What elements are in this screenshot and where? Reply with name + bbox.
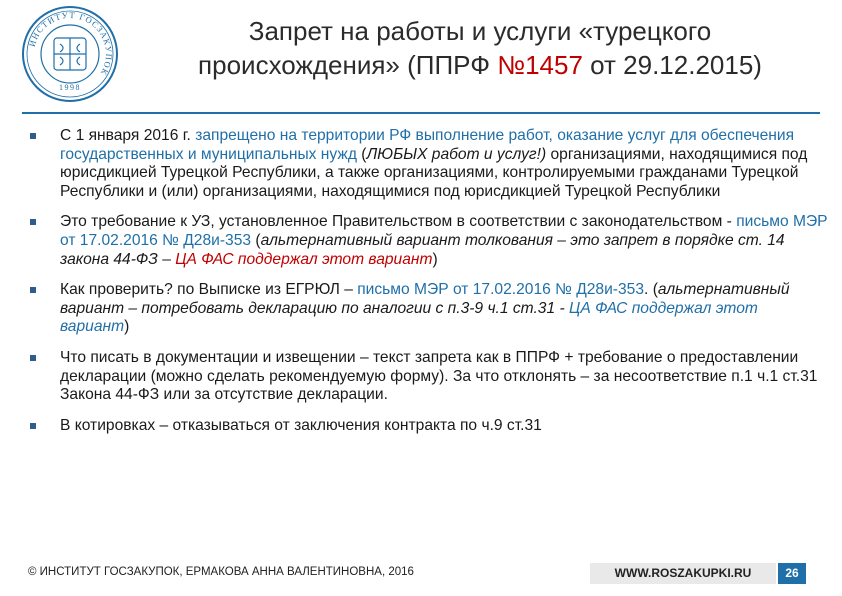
fas-note: ЦА ФАС поддержал этот вариант xyxy=(175,250,433,268)
bullet-text: С 1 января 2016 г. xyxy=(60,127,196,144)
bullet-square-icon xyxy=(30,355,36,361)
title-text-b: от 29.12.2015) xyxy=(582,50,762,80)
bullet-item-5 xyxy=(28,417,828,436)
bullet-emphasis: ЛЮБЫХ работ и услуг!) xyxy=(366,145,547,163)
title-line-1: Запрет на работы и услуги «турецкого xyxy=(248,16,712,46)
letter-reference: письмо МЭР от 17.02.2016 № Д28и-353 xyxy=(357,281,645,299)
svg-text:ИНСТИТУТ ГОСЗАКУПОК: ИНСТИТУТ ГОСЗАКУПОК xyxy=(26,9,115,78)
bullet-text: ( xyxy=(251,231,261,249)
bullet-text: ( xyxy=(356,145,367,163)
fas-note: ЦА ФАС поддержал этот вариант xyxy=(60,299,758,336)
bullet-text: В котировках – отказываться от заключения контракта по ч.9 ст.31 xyxy=(60,416,542,434)
bullet-item-4 xyxy=(28,349,828,405)
bullet-highlight: запрещено на территории РФ выполнение работ, оказание услуг для обеспечения государственных и муниципальных нужд xyxy=(60,127,795,163)
bullet-square-icon xyxy=(30,423,36,429)
bullet-text: Что писать в документации и извещении – текст запрета как в ППРФ + требование о предоставлении декларации (можно сделать рекомендуемую форму). За что отклонять – за несоответствие п.1 ч.1 ст.31 Закона 44-ФЗ или за отсутствие декларации. xyxy=(60,348,818,404)
bullet-item-2 xyxy=(28,213,828,269)
decree-number: №1457 xyxy=(497,50,583,80)
website-link[interactable]: WWW.ROSZAKUPKI.RU xyxy=(590,563,776,584)
bullet-square-icon xyxy=(30,219,36,225)
title-divider xyxy=(22,112,820,114)
bullet-square-icon xyxy=(30,133,36,139)
slide-title xyxy=(130,14,830,82)
page-number-badge: 26 xyxy=(778,563,806,584)
bullet-item-3 xyxy=(28,281,828,337)
bullet-emphasis: альтернативный вариант толкования – это запрет в порядке ст. 14 закона 44-ФЗ – xyxy=(60,231,785,268)
bullet-emphasis: альтернативный вариант – потребовать декларацию по аналогии с п.3-9 ч.1 ст.31 - xyxy=(60,281,790,317)
bullet-text: . ( xyxy=(644,281,658,299)
bullet-text: Как проверить? по Выписке из ЕГРЮЛ – xyxy=(60,281,358,299)
copyright-text: © ИНСТИТУТ ГОСЗАКУПОК, ЕРМАКОВА АННА ВАЛЕНТИНОВНА, 2016 xyxy=(28,566,414,578)
title-text-a: происхождения» (ППРФ xyxy=(198,50,498,80)
bullet-text: Это требование к УЗ, установленное Правительством в соответствии с законодательством - xyxy=(60,213,737,231)
seal-icon xyxy=(20,4,120,104)
bullet-text: ) xyxy=(432,250,438,268)
svg-text:1998: 1998 xyxy=(59,83,81,92)
bullet-item-1 xyxy=(28,127,828,201)
bullet-text: ) xyxy=(124,318,130,336)
letter-reference: письмо МЭР от 17.02.2016 № Д28и-353 xyxy=(60,213,828,249)
bullet-text: организациями, находящимися под юрисдикцией Турецкой Республики, а также организациями, контролируемыми гражданами Турецкой Республики и (или) организациями, находящимися под юрисдикцией Турецкой Республики xyxy=(60,145,808,200)
title-line-2 xyxy=(130,48,830,82)
slide-footer xyxy=(0,563,842,585)
bullet-list xyxy=(28,127,828,447)
institute-logo xyxy=(20,4,120,104)
bullet-square-icon xyxy=(30,287,36,293)
